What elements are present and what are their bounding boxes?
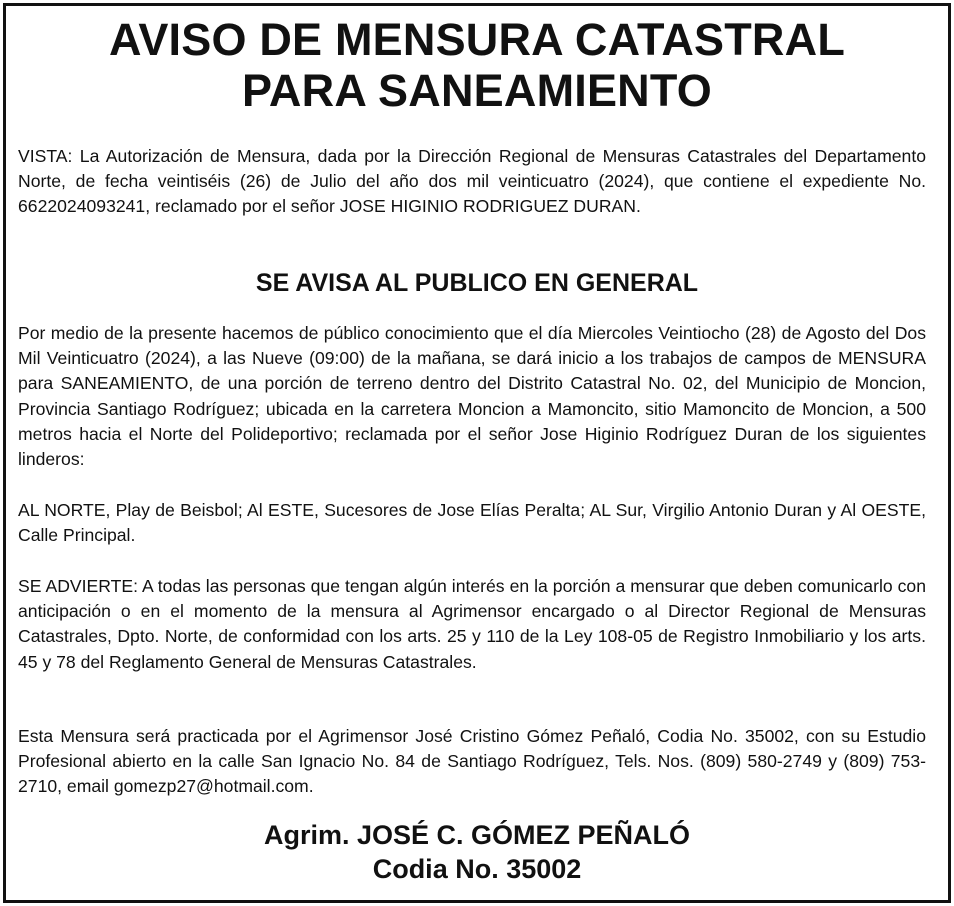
boundaries-paragraph: AL NORTE, Play de Beisbol; Al ESTE, Sucesores de Jose Elías Peralta; AL Sur, Virgilio Antonio Duran y Al OESTE, Calle Principal. xyxy=(18,500,926,546)
signature-codia: Codia No. 35002 xyxy=(372,854,582,884)
surveyor-paragraph: Esta Mensura será practicada por el Agrimensor José Cristino Gómez Peñaló, Codia No. 35002, con su Estudio Profesional abierto en la calle San Ignacio No. 84 de Santiago Rodríguez, Tels. Nos. (809) 580-2749 y (809) 753-2710, email gomezp27@hotmail.com. xyxy=(18,726,926,797)
title-line-1: AVISO DE MENSURA CATASTRAL xyxy=(108,14,846,65)
signature-name: Agrim. JOSÉ C. GÓMEZ PEÑALÓ xyxy=(263,820,691,850)
body-paragraph: Por medio de la presente hacemos de público conocimiento que el día Miercoles Veintiocho (28) de Agosto del Dos Mil Veinticuatro (2024), a las Nueve (09:00) de la mañana, se dará inicio a los trabajos de campos de MENSURA para SANEAMIENTO, de una porción de terreno dentro del Distrito Catastral No. 02, del Municipio de Moncion, Provincia Santiago Rodríguez; ubicada en la carretera Moncion a Mamoncito, sitio Mamoncito de Moncion, a 500 metros hacia el Norte del Polideportivo; reclamada por el señor Jose Higinio Rodríguez Duran de los siguientes linderos: xyxy=(18,323,926,470)
vista-paragraph: VISTA: La Autorización de Mensura, dada por la Dirección Regional de Mensuras Catastrales del Departamento Norte, de fecha veintiséis (26) de Julio del año dos mil veinticuatro (2024), que contiene el expediente No. 6622024093241, reclamado por el señor JOSE HIGINIO RODRIGUEZ DURAN. xyxy=(18,146,926,217)
title-line-2: PARA SANEAMIENTO xyxy=(242,65,712,116)
notice-title xyxy=(0,14,954,116)
warning-paragraph: SE ADVIERTE: A todas las personas que tengan algún interés en la porción a mensurar que deben comunicarlo con anticipación o en el momento de la mensura al Agrimensor encargado o al Director Regional de Mensuras Catastrales, Dpto. Norte, de conformidad con los arts. 25 y 110 de la Ley 108-05 de Registro Inmobiliario y los arts. 45 y 78 del Reglamento General de Mensuras Catastrales. xyxy=(18,576,926,672)
public-heading: SE AVISA AL PUBLICO EN GENERAL xyxy=(255,269,699,297)
signature-block xyxy=(0,818,954,886)
